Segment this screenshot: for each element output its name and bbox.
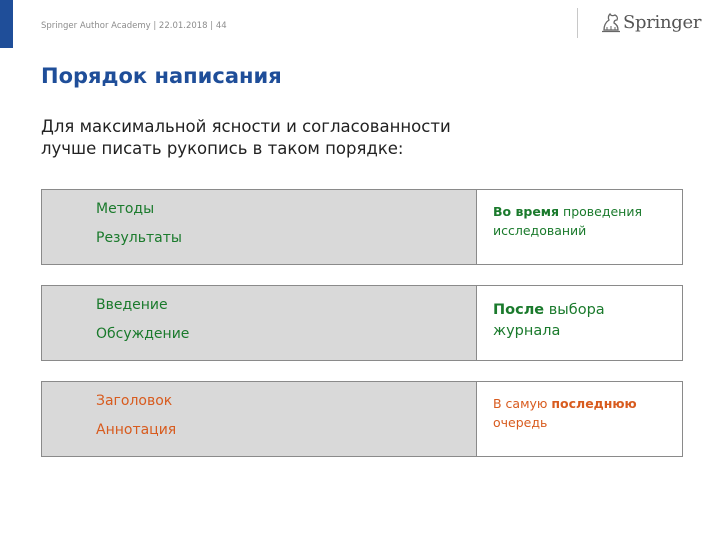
timing-text-1 xyxy=(493,202,642,240)
page-title: Порядок написания xyxy=(41,64,282,88)
timing-1-bold: Во время xyxy=(493,204,560,219)
order-row-3 xyxy=(41,381,683,457)
timing-text-3 xyxy=(493,394,637,432)
section-introduction: Введение xyxy=(96,297,168,313)
timing-3-pre: В самую xyxy=(493,396,552,411)
section-results: Результаты xyxy=(96,230,182,246)
timing-text-2 xyxy=(493,300,605,342)
section-abstract: Аннотация xyxy=(96,422,177,438)
sections-cell-3 xyxy=(42,382,477,456)
section-discussion: Обсуждение xyxy=(96,326,190,342)
timing-3-line2: очередь xyxy=(493,415,548,430)
header-divider xyxy=(577,8,578,38)
intro-text xyxy=(41,116,451,160)
timing-cell-2 xyxy=(477,286,682,360)
left-accent-bar xyxy=(0,0,13,48)
timing-cell-3 xyxy=(477,382,682,456)
intro-line-2: лучше писать рукопись в таком порядке: xyxy=(41,139,404,158)
header-info: Springer Author Academy | 22.01.2018 | 44 xyxy=(41,21,227,31)
section-methods: Методы xyxy=(96,201,155,217)
sections-cell-2 xyxy=(42,286,477,360)
springer-logo xyxy=(600,10,701,34)
springer-logo-text: Springer xyxy=(623,11,702,33)
timing-1-rest: проведения xyxy=(559,204,642,219)
order-row-1 xyxy=(41,189,683,265)
timing-2-rest: выбора xyxy=(544,302,605,318)
section-title: Заголовок xyxy=(96,393,173,409)
timing-2-bold: После xyxy=(493,302,545,318)
intro-line-1: Для максимальной ясности и согласованности xyxy=(41,117,451,136)
sections-cell-1 xyxy=(42,190,477,264)
timing-2-line2: журнала xyxy=(493,323,561,339)
timing-3-bold: последнюю xyxy=(551,396,637,411)
timing-1-line2: исследований xyxy=(493,223,587,238)
timing-cell-1 xyxy=(477,190,682,264)
springer-horse-icon xyxy=(600,10,622,34)
order-row-2 xyxy=(41,285,683,361)
